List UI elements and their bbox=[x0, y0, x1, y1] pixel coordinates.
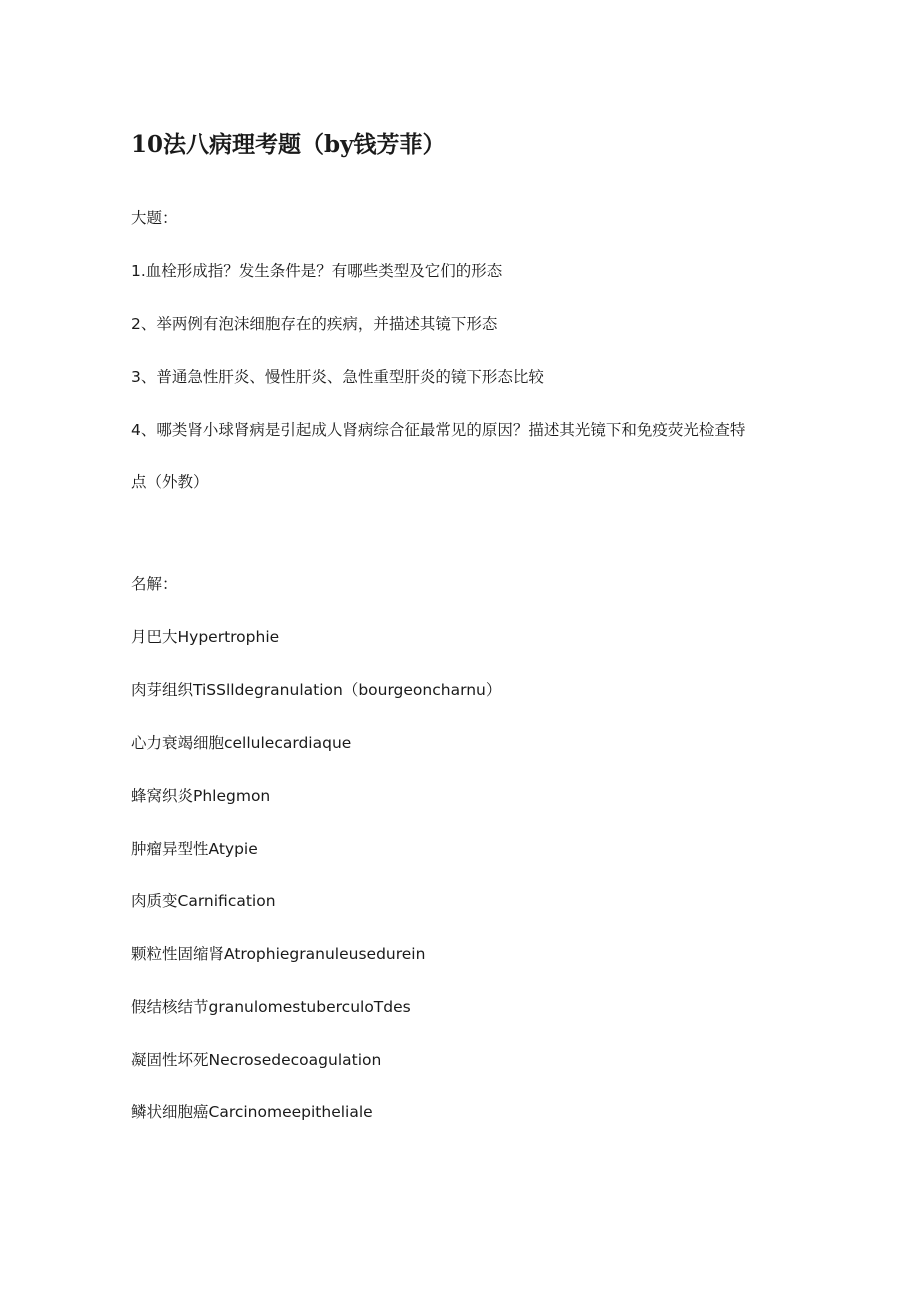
question-item-continuation: 点（外教） bbox=[131, 473, 209, 491]
term-item: 鳞状细胞癌Carcinomeepitheliale bbox=[131, 1103, 373, 1121]
question-item: 4、哪类肾小球肾病是引起成人肾病综合征最常见的原因？描述其光镜下和免疫荧光检查特 bbox=[131, 421, 746, 439]
question-item: 1.血栓形成指？发生条件是？有哪些类型及它们的形态 bbox=[131, 262, 503, 280]
question-item: 2、举两例有泡沫细胞存在的疾病，并描述其镜下形态 bbox=[131, 315, 498, 333]
term-item: 肉芽组织TiSSlldegranulation（bourgeoncharnu） bbox=[131, 681, 502, 699]
terms-heading: 名解： bbox=[131, 575, 178, 593]
question-item: 3、普通急性肝炎、慢性肝炎、急性重型肝炎的镜下形态比较 bbox=[131, 368, 544, 386]
page-title: 10法八病理考题（by钱芳菲） bbox=[131, 131, 446, 158]
term-item: 凝固性坏死Necrosedecoagulation bbox=[131, 1051, 382, 1069]
term-item: 颗粒性固缩肾Atrophiegranuleusedurein bbox=[131, 945, 426, 963]
term-item: 月巴大Hypertrophie bbox=[131, 628, 280, 646]
term-item: 心力衰竭细胞cellulecardiaque bbox=[131, 734, 352, 752]
term-item: 假结核结节granulomestuberculoTdes bbox=[131, 998, 411, 1016]
major-questions-heading: 大题： bbox=[131, 209, 178, 227]
term-item: 蜂窝织炎Phlegmon bbox=[131, 787, 271, 805]
term-item: 肉质变Carnification bbox=[131, 892, 276, 910]
term-item: 肿瘤异型性Atypie bbox=[131, 840, 258, 858]
